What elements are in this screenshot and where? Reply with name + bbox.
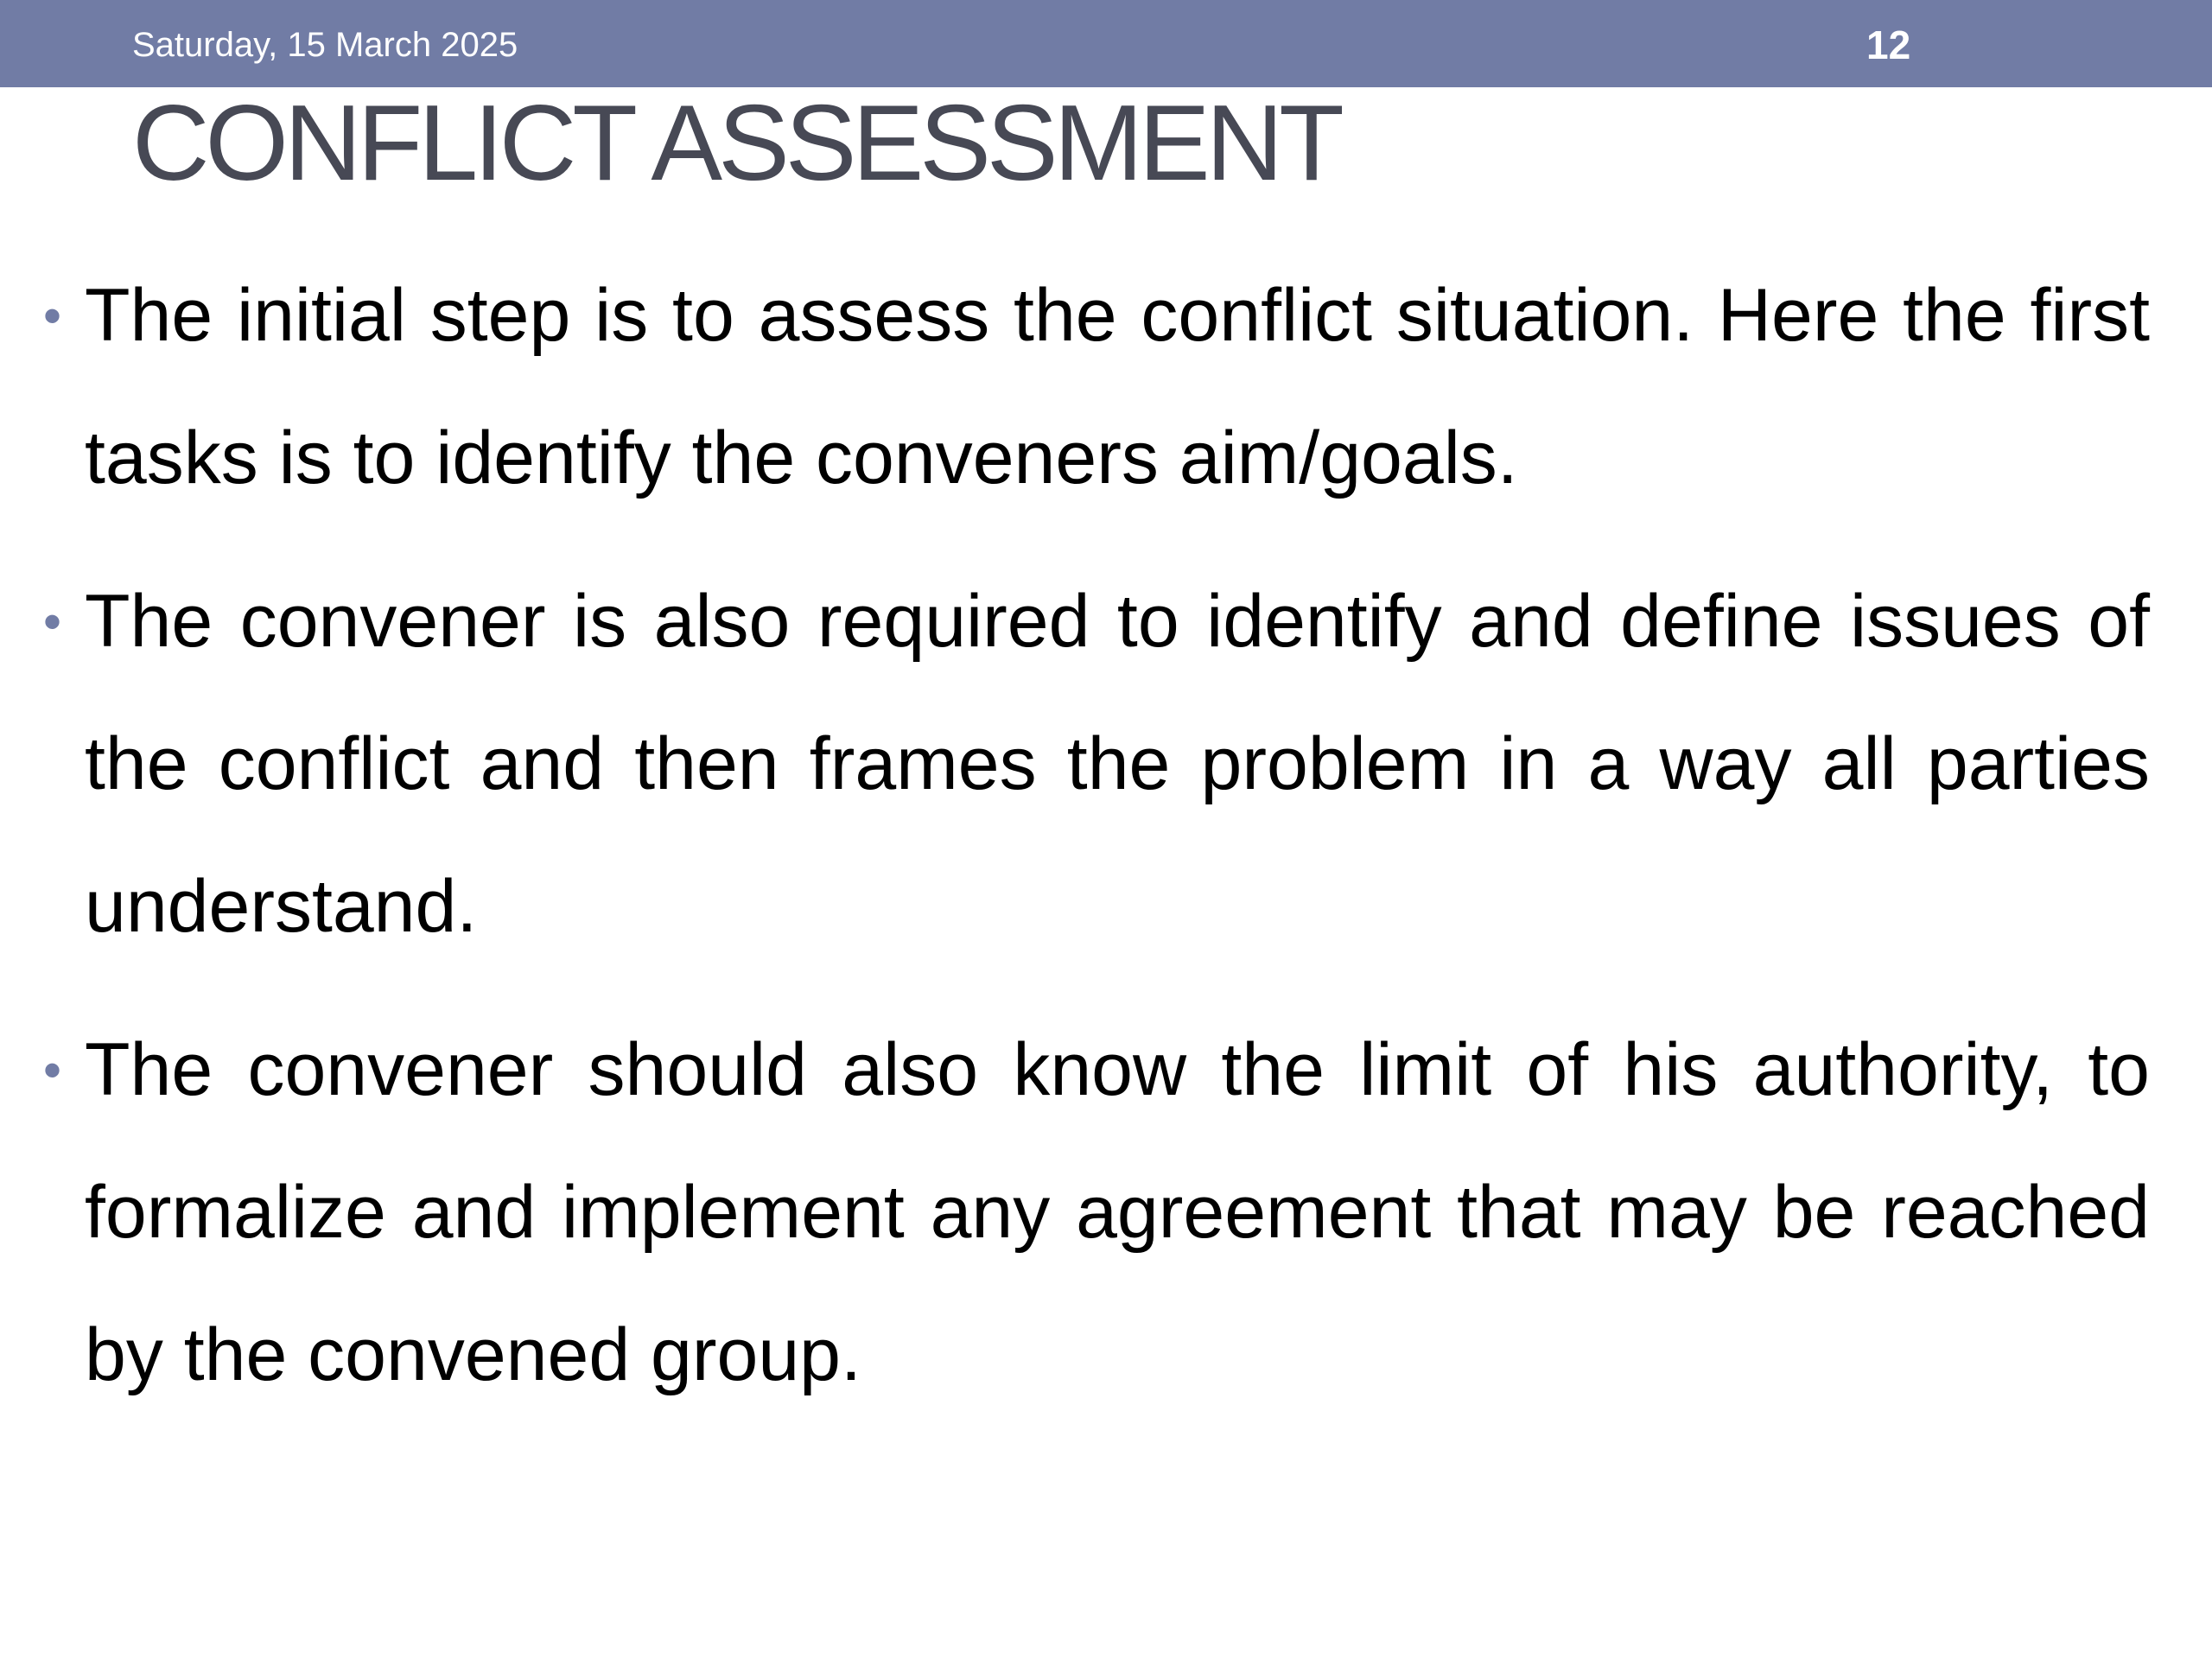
bullet-text: The convener is also required to identify and define issues of the conflict and then frames the problem in a way all parties understand. xyxy=(85,580,2150,948)
bullet-item xyxy=(43,550,2150,978)
slide-date: Saturday, 15 March 2025 xyxy=(132,26,518,64)
header-bar xyxy=(0,0,2212,87)
slide-title: CONFLICT ASSESSMENT xyxy=(132,84,1340,203)
bullet-list xyxy=(43,245,2150,1447)
bullet-dot-icon: • xyxy=(43,287,62,345)
bullet-dot-icon: • xyxy=(43,593,62,651)
slide-page-number: 12 xyxy=(1866,22,1911,67)
bullet-item xyxy=(43,999,2150,1427)
bullet-text: The initial step is to assess the conflict situation. Here the first tasks is to identify the conveners aim/goals. xyxy=(85,274,2150,499)
bullet-text: The convener should also know the limit of his authority, to formalize and implement any agreement that may be reached by the convened group. xyxy=(85,1028,2150,1396)
bullet-dot-icon: • xyxy=(43,1041,62,1099)
bullet-item xyxy=(43,245,2150,530)
